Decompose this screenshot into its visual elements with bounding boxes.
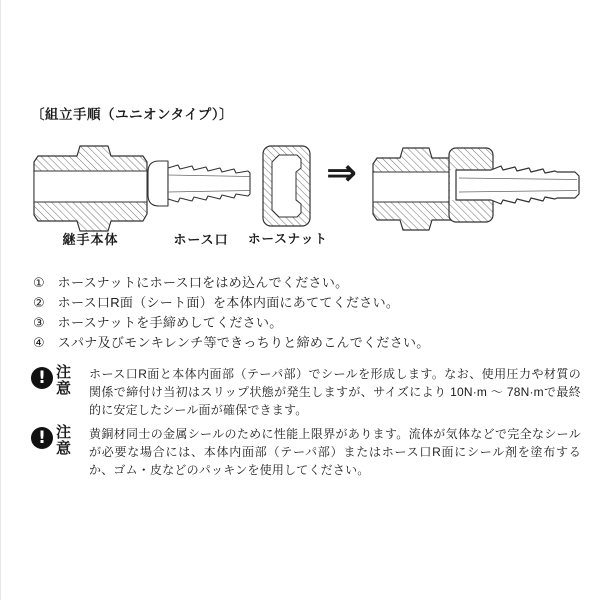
caution-label [56,425,71,457]
step-text: ホースナットを手締めしてください。 [57,315,283,330]
step-text: ホース口R面（シート面）を本体内面にあててください。 [57,295,400,310]
step-number: ② [33,295,45,310]
caution-text: ホース口R面と本体内面部（テーパ部）でシールを形成します。なお、使用圧力や材質の関係で締付け当初はスリップ状態が発生しますが、サイズにより 10N·m ～ 78N·mで最終的に安定したシール面が確保できます。 [89,367,581,417]
caution-exclamation-icon: ! [31,367,53,389]
fitting-body-drawing [34,146,147,231]
caution-label-top: 注 [56,424,72,441]
caution-block-2 [31,425,583,479]
assembly-arrow-icon: ⇒ [326,152,358,193]
step-text: スパナ及びモンキレンチ等できっちりと締めこんでください。 [57,335,430,350]
step-number: ④ [33,335,45,350]
caution-text: 黄銅材同士の金属シールのために性能上限界があります。流体が気体などで完全なシールが必要な場合には、本体内面部（テーパ部）またはホース口R面にシール剤を塗布するか、ゴム・皮などのパッキンを使用してください。 [89,427,581,477]
step-item-3 [33,313,573,333]
assembled-fitting-drawing [373,148,579,230]
caution-badge [31,425,89,457]
label-hose-nut: ホースナット [248,232,328,246]
caution-label-bottom: 意 [56,440,72,457]
label-fitting-body: 継手本体 [62,232,119,247]
label-hose-port: ホース口 [173,232,229,247]
page-title: 〔組立手順（ユニオンタイプ）〕 [31,107,234,122]
step-item-2 [33,293,573,313]
assembly-steps [33,273,573,353]
caution-block-1 [31,365,583,419]
hose-nut-drawing [263,146,310,226]
step-number: ① [33,275,45,290]
step-number: ③ [33,315,45,330]
hose-port-drawing [148,161,250,206]
caution-exclamation-icon: ! [31,427,53,449]
step-item-4 [33,333,573,353]
step-item-1 [33,273,573,293]
caution-badge [31,365,89,397]
caution-label-top: 注 [56,364,72,381]
caution-label [56,365,71,397]
caution-label-bottom: 意 [56,380,72,397]
step-text: ホースナットにホース口をはめ込んでください。 [57,275,349,290]
